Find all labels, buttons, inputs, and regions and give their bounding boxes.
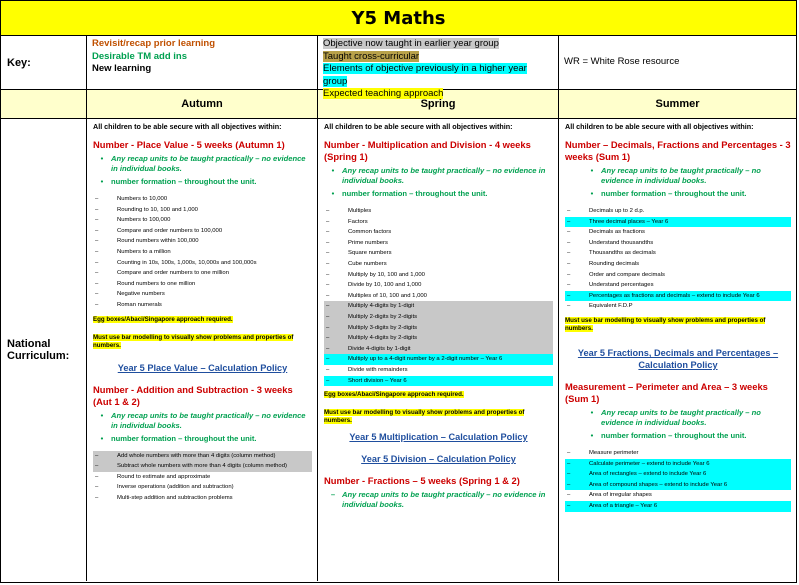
objective-item: – Compare and order numbers to one million — [95, 270, 229, 277]
callout-bar-modelling: Must use bar modelling to visually show problems and properties of numbers. — [324, 409, 525, 425]
objective-item: – Divide by 10, 100 and 1,000 — [326, 282, 422, 289]
objective-item: – Thousandths as decimals — [567, 250, 656, 257]
key-col-text-colours — [87, 36, 318, 89]
note-recap: • Any recap units to be taught practically – no evidence in individual books. — [590, 407, 761, 427]
unit-fractions-title: Number - Fractions – 5 weeks (Spring 1 & 2) — [324, 475, 520, 487]
objective-list — [324, 206, 553, 386]
objective-item: – Understand percentages — [567, 282, 654, 289]
link-fdp-policy[interactable]: Year 5 Fractions, Decimals and Percentages – Calculation Policy — [577, 347, 779, 370]
unit-decimals-title: Number – Decimals, Fractions and Percentages - 3 weeks (Sum 1) — [565, 139, 791, 162]
callout-egg-boxes: Egg boxes/Abaci/Singapore approach required. — [324, 391, 464, 399]
objective-item: – Area of a triangle – Year 6 — [565, 501, 791, 512]
objective-item: – Area of rectangles – extend to include Year 6 — [565, 469, 791, 480]
key-label-cell — [1, 36, 87, 89]
objective-item: – Multiply 4-digits by 1-digit — [324, 301, 553, 312]
key-label: Key: — [7, 56, 31, 69]
key-teaching-approach: Expected teaching approach — [323, 88, 444, 99]
objective-item: – Subtract whole numbers with more than 4 digits (column method) — [93, 461, 312, 472]
objective-item: – Multiply 4-digits by 2-digits — [324, 333, 553, 344]
objective-item: – Square numbers — [326, 250, 392, 257]
callout-egg-boxes: Egg boxes/Abaci/Singapore approach required. — [93, 315, 233, 323]
objective-list — [93, 194, 312, 311]
intro-text: All children to be able secure with all objectives within: — [565, 122, 754, 131]
key-desirable: Desirable TM add ins — [92, 50, 188, 62]
objective-item: – Compare and order numbers to 100,000 — [95, 227, 223, 234]
objective-item: – Inverse operations (addition and subtraction) — [95, 484, 234, 491]
unit-add-sub-title: Number - Addition and Subtraction - 3 weeks (Aut 1 & 2) — [93, 383, 293, 407]
objective-item: – Cube numbers — [326, 260, 387, 267]
curriculum-row — [1, 119, 796, 581]
header-summer: Summer — [655, 98, 700, 110]
objective-item: – Short division – Year 6 — [324, 376, 553, 387]
note-formation: • number formation – throughout the unit. — [100, 433, 257, 443]
objective-item: – Counting in 10s, 100s, 1,000s, 10,000s and 100,000s — [95, 259, 257, 266]
objective-item: – Numbers to a million — [95, 248, 171, 255]
objective-list — [565, 448, 791, 512]
objective-item: – Multiply by 10, 100 and 1,000 — [326, 271, 425, 278]
term-header-row — [1, 90, 796, 119]
objective-item: – Divide 4-digits by 1-digit — [324, 344, 553, 355]
callout-bar-modelling: Must use bar modelling to visually show problems and properties of numbers. — [93, 333, 294, 349]
key-new-learning: New learning — [92, 63, 152, 74]
callout-bar-modelling: Must use bar modelling to visually show problems and properties of numbers. — [565, 316, 766, 332]
summer-column — [559, 119, 796, 581]
objective-item: – Three decimal places – Year 6 — [565, 217, 791, 228]
note-formation: • number formation – throughout the unit. — [590, 189, 747, 198]
key-row — [1, 36, 796, 99]
header-blank — [1, 90, 87, 118]
objective-item: – Area of irregular shapes — [567, 492, 652, 499]
header-autumn: Autumn — [87, 90, 318, 118]
objective-item: – Calculate perimeter – extend to include Year 6 — [565, 459, 791, 470]
key-earlier-year: Objective now taught in earlier year group — [323, 38, 499, 49]
objective-item: – Roman numerals — [95, 301, 162, 308]
row-label-cell — [1, 119, 87, 581]
objective-item: – Decimals up to 2 d.p. — [567, 208, 645, 214]
objective-item: – Multi-step addition and subtraction problems — [95, 494, 233, 501]
objective-item: – Multiples — [326, 208, 372, 214]
objective-item: – Decimals as fractions — [567, 229, 645, 236]
header-spring: Spring — [318, 90, 559, 118]
key-white-rose: WR = White Rose resource — [564, 56, 680, 68]
key-revisit: Revisit/recap prior learning — [92, 38, 216, 49]
key-higher-year: Elements of objective previously in a higher year group — [323, 63, 527, 87]
objective-item: – Round numbers to one million — [95, 280, 196, 287]
objective-item: – Multiply up to a 4-digit number by a 2-digit number – Year 6 — [324, 354, 553, 365]
objective-item: – Round numbers within 100,000 — [95, 238, 199, 245]
objective-item: – Numbers to 10,000 — [95, 196, 168, 202]
objective-item: – Understand thousandths — [567, 239, 654, 246]
key-col-resource — [559, 36, 796, 89]
objective-item: – Negative numbers — [95, 291, 165, 298]
spring-column — [318, 119, 559, 581]
objective-item: – Multiply 2-digits by 2-digits — [324, 312, 553, 323]
unit-perimeter-area-title: Measurement – Perimeter and Area – 3 weeks (Sum 1) — [565, 380, 768, 404]
national-curriculum-label: National Curriculum: — [7, 338, 70, 362]
objective-item: – Numbers to 100,000 — [95, 217, 171, 224]
objective-item: – Multiply 3-digits by 2-digits — [324, 323, 553, 334]
key-cross-curricular: Taught cross-curricular — [323, 50, 420, 62]
objective-item: – Prime numbers — [326, 239, 388, 246]
note-recap: – Any recap units to be taught practically – no evidence in individual books. — [330, 490, 546, 510]
objective-item: – Divide with remainders — [326, 366, 408, 373]
objective-item: – Percentages as fractions and decimals – extend to include Year 6 — [565, 291, 791, 302]
objective-item: – Equivalent F.D.P — [567, 303, 633, 310]
objective-list — [93, 451, 312, 504]
objective-item: – Common factors — [326, 229, 392, 236]
objective-item: – Measure perimeter — [567, 449, 639, 456]
objective-item: – Multiples of 10, 100 and 1,000 — [326, 292, 427, 299]
title-bar — [1, 1, 796, 36]
link-multiplication-policy[interactable]: Year 5 Multiplication – Calculation Policy — [349, 432, 528, 443]
note-formation: • number formation – throughout the unit. — [331, 189, 488, 198]
objective-item: – Add whole numbers with more than 4 digits (column method) — [93, 451, 312, 462]
objective-item: – Order and compare decimals — [567, 271, 665, 278]
objective-item: – Rounding to 10, 100 and 1,000 — [95, 206, 198, 213]
note-recap: • Any recap units to be taught practically – no evidence in individual books. — [331, 166, 546, 185]
intro-text: All children to be able secure with all objectives within: — [93, 122, 282, 131]
objective-item: – Round to estimate and approximate — [95, 473, 211, 480]
link-division-policy[interactable]: Year 5 Division – Calculation Policy — [361, 454, 516, 465]
intro-text: All children to be able secure with all objectives within: — [324, 122, 513, 131]
note-recap: • Any recap units to be taught practically – no evidence in individual books. — [100, 410, 306, 430]
objective-item: – Rounding decimals — [567, 260, 640, 267]
note-formation: • number formation – throughout the unit. — [100, 177, 257, 186]
unit-mult-div-title: Number - Multiplication and Division - 4 weeks (Spring 1) — [324, 139, 531, 162]
document-title: Y5 Maths — [351, 7, 446, 29]
autumn-column — [87, 119, 318, 581]
note-formation: • number formation – throughout the unit. — [590, 430, 747, 440]
key-col-highlights — [318, 36, 559, 99]
objective-item: – Area of compound shapes – extend to include Year 6 — [565, 480, 791, 491]
objective-item: – Factors — [326, 218, 368, 225]
note-recap: • Any recap units to be taught practically – no evidence in individual books. — [100, 154, 306, 173]
link-place-value-policy[interactable]: Year 5 Place Value – Calculation Policy — [117, 362, 288, 373]
objective-list — [565, 206, 791, 312]
note-recap: • Any recap units to be taught practically – no evidence in individual books. — [590, 166, 761, 185]
unit-place-value-title: Number - Place Value - 5 weeks (Autumn 1) — [93, 139, 285, 150]
